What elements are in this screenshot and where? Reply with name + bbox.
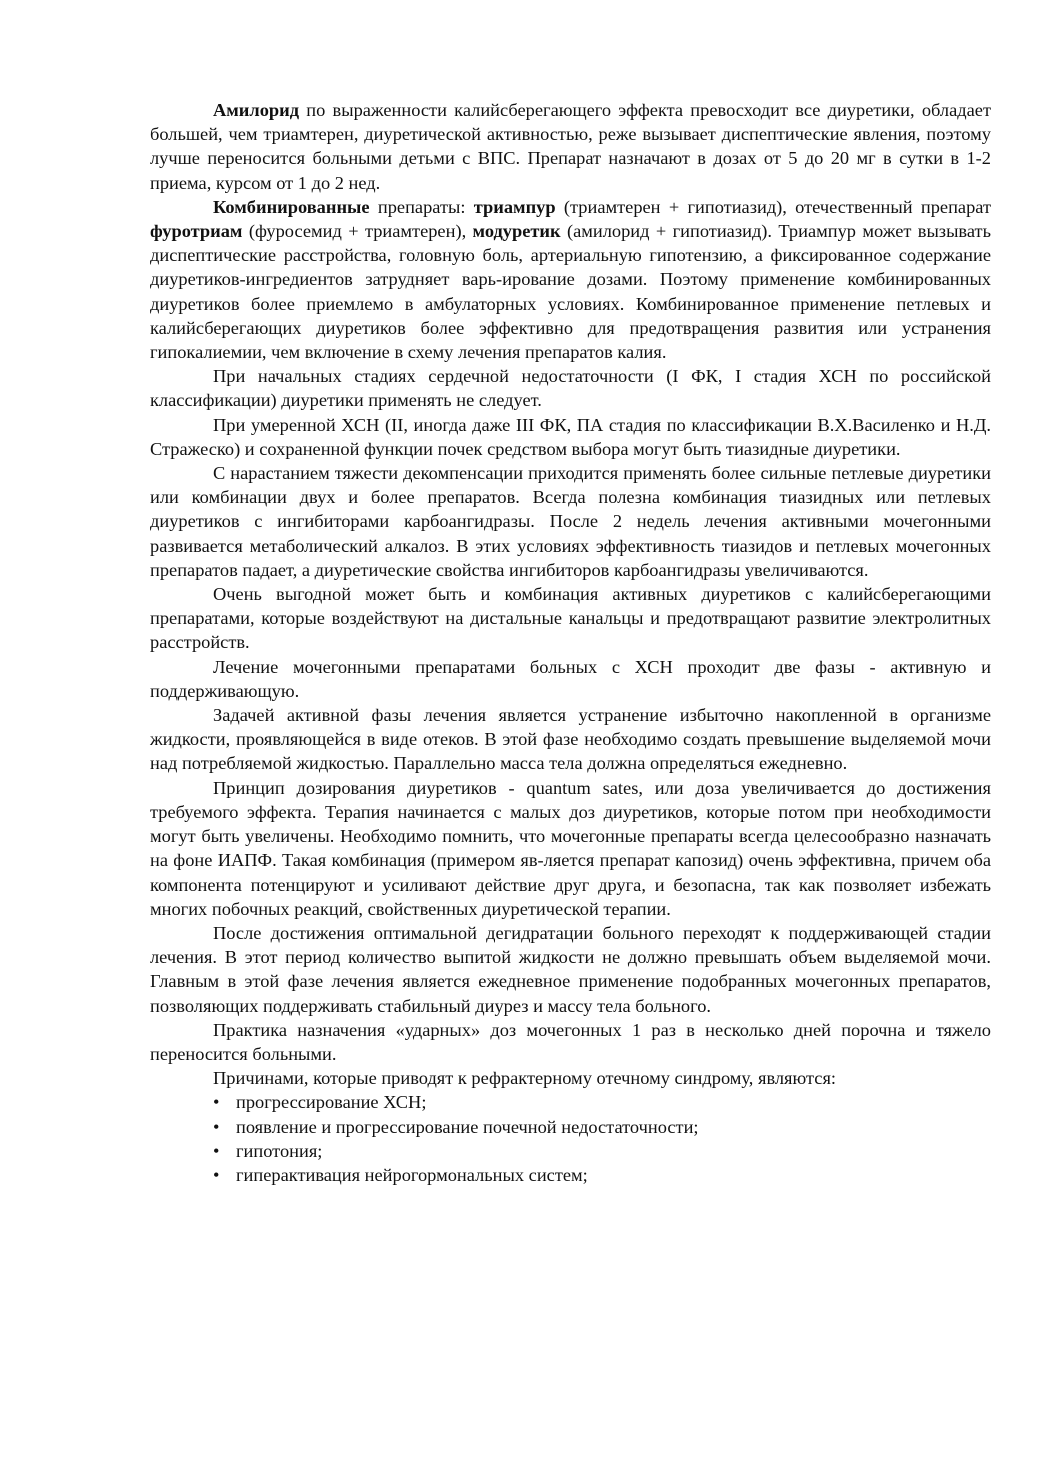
- text-run: С нарастанием тяжести декомпенсации приходится применять более сильные петлевые диуретики или комбинации двух и более препаратов. Всегда полезна комбинация тиазидных или петлевых диуретиков с ингибиторами карбоангидразы. После 2 недель лечения активными мочегонными развивается метаболический алкалоз. В этих условиях эффективность тиазидов и петлевых мочегонных препаратов падает, а диуретические свойства ингибиторов карбоангидразы увеличиваются.: [150, 463, 991, 580]
- reasons-list: [150, 1090, 991, 1187]
- list-item-text: появление и прогрессирование почечной недостаточности;: [236, 1116, 699, 1137]
- paragraph: [150, 776, 991, 921]
- text-run: препараты:: [369, 196, 474, 217]
- bullet-icon: •: [213, 1164, 220, 1185]
- text-run: Очень выгодной может быть и комбинация активных диуретиков с калийсберегающими препаратами, которые воздействуют на дистальные канальцы и предотвращают развитие электролитных расстройств.: [150, 584, 991, 653]
- text-run: После достижения оптимальной дегидратации больного переходят к поддерживающей стадии лечения. В этот период количество выпитой жидкости не должно превышать объем выделяемой мочи. Главным в этой фазе лечения является ежедневное применение подобранных мочегонных препаратов, позволяющих поддерживать стабильный диурез и массу тела больного.: [150, 922, 991, 1016]
- paragraph: [150, 655, 991, 703]
- text-run: При начальных стадиях сердечной недостаточности (I ФК, I стадия ХСН по российской классификации) диуретики применять не следует.: [150, 366, 991, 411]
- bullet-icon: •: [213, 1140, 220, 1161]
- paragraph: [150, 1066, 991, 1090]
- paragraph: [150, 98, 991, 195]
- paragraph: [150, 364, 991, 412]
- paragraph: [150, 195, 991, 364]
- paragraph: [150, 921, 991, 1018]
- bold-term: модуретик: [472, 221, 561, 242]
- paragraph: [150, 703, 991, 776]
- bold-term: Комбинированные: [213, 196, 370, 217]
- bold-term: триампур: [473, 196, 556, 217]
- list-item-text: гиперактивация нейрогормональных систем;: [236, 1164, 588, 1185]
- list-item: [213, 1090, 991, 1114]
- text-run: Задачей активной фазы лечения является устранение избыточно накопленной в организме жидкости, проявляющейся в виде отеков. В этой фазе необходимо создать превышение выделяемой мочи над потребляемой жидкостью. Параллельно масса тела должна определяться ежедневно.: [150, 705, 991, 774]
- text-run: (триамтерен + гипотиазид), отечественный препарат: [555, 196, 991, 217]
- bullet-icon: •: [213, 1092, 220, 1113]
- bold-term: фуротриам: [150, 221, 243, 242]
- list-item: [213, 1139, 991, 1163]
- paragraph: [150, 413, 991, 461]
- text-run: Принцип дозирования диуретиков - quantum sates, или доза увеличивается до достижения требуемого эффекта. Терапия начинается с малых доз диуретиков, которые потом при необходимости могут быть увеличены. Необходимо помнить, что мочегонные препараты всегда целесообразно назначать на фоне ИАПФ. Такая комбинация (примером яв-ляется препарат капозид) очень эффективна, причем оба компонента потенцируют и усиливают действие друг друга, и безопасна, так как позволяет избежать многих побочных реакций, свойственных диуретической терапии.: [150, 777, 991, 919]
- body-text: [150, 98, 991, 1090]
- list-item: [213, 1163, 991, 1187]
- text-run: (амилорид + гипотиазид). Триампур может вызывать диспептические расстройства, головную боль, артериальную гипотензию, а фиксированное содержание диуретиков-ингредиентов затрудняет варь-ирование дозами. Поэтому применение комбинированных диуретиков более приемлемо в амбулаторных условиях. Комбинированное применение петлевых и калийсберегающих диуретиков более эффективно для предотвращения развития или устранения гипокалиемии, чем включение в схему лечения препаратов калия.: [150, 221, 991, 363]
- list-item-text: гипотония;: [236, 1140, 323, 1161]
- bullet-icon: •: [213, 1116, 220, 1137]
- bold-term: Амилорид: [213, 100, 300, 120]
- text-run: При умеренной ХСН (II, иногда даже III ФК, ПА стадия по классификации В.Х.Василенко и Н.Д. Стражеско) и сохраненной функции почек средством выбора могут быть тиазидные диуретики.: [150, 414, 991, 459]
- text-run: Лечение мочегонными препаратами больных с ХСН проходит две фазы - активную и поддерживающую.: [150, 656, 991, 701]
- paragraph: [150, 582, 991, 655]
- list-item: [213, 1115, 991, 1139]
- paragraph: [150, 1018, 991, 1066]
- text-run: Причинами, которые приводят к рефрактерному отечному синдрому, являются:: [213, 1068, 837, 1089]
- text-run: (фуросемид + триамтерен),: [242, 221, 473, 242]
- text-run: Практика назначения «ударных» доз мочегонных 1 раз в несколько дней порочна и тяжело переносится больными.: [150, 1019, 991, 1064]
- document-page: [150, 98, 991, 1187]
- paragraph: [150, 461, 991, 582]
- text-run: по выраженности калийсберегающего эффекта превосходит все диуретики, обладает большей, чем триамтерен, диуретической активностью, реже вызывает диспептические явления, поэтому лучше переносится больными детьми с ВПС. Препарат назначают в дозах от 5 до 20 мг в сутки в 1-2 приема, курсом от 1 до 2 нед.: [150, 100, 991, 193]
- list-item-text: прогрессирование ХСН;: [236, 1092, 427, 1113]
